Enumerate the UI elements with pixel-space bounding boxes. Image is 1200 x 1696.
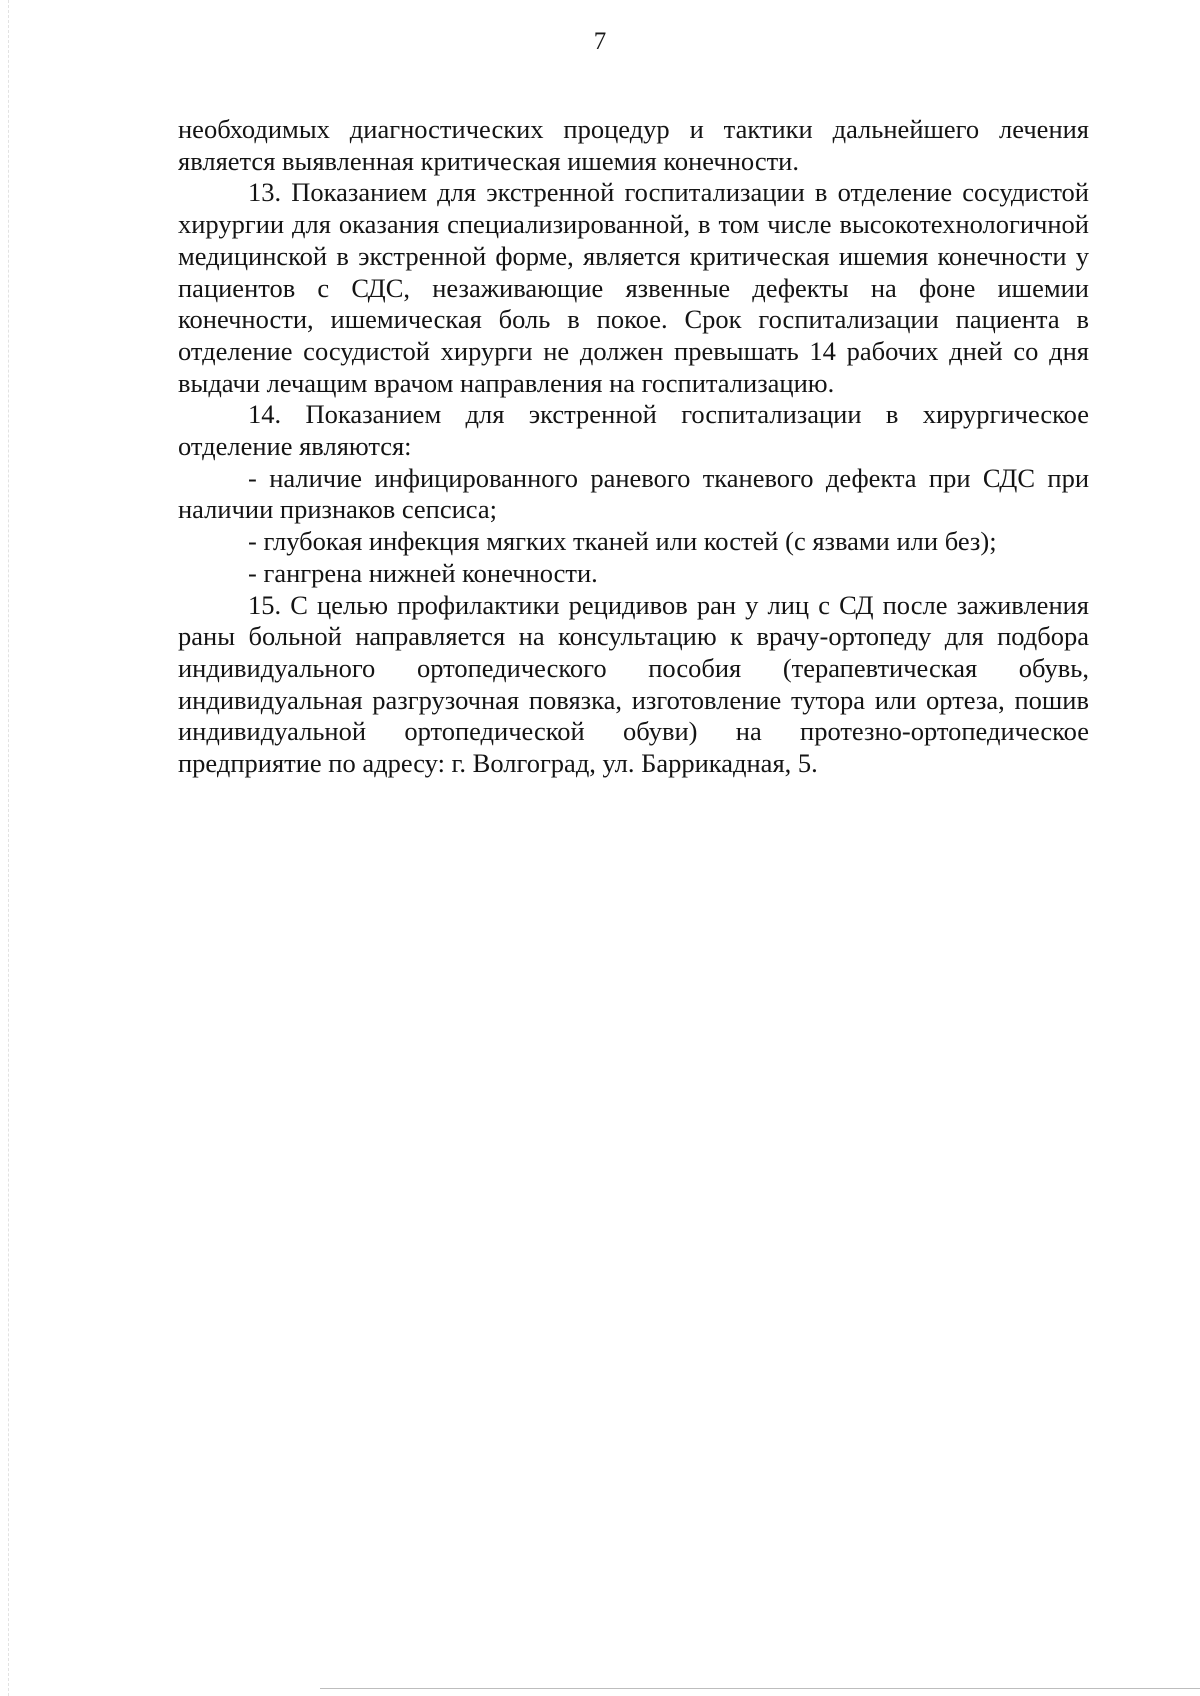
paragraph-13: 13. Показанием для экстренной госпитализации в отделение сосудистой хирургии для оказания специализированной, в том числе высокотехнологичной медицинской в экстренной форме, является критическая ишемия конечности у пациентов с СДС, незаживающие язвенные дефекты на фоне ишемии конечности, ишемическая боль в покое. Срок госпитализации пациента в отделение сосудистой хирурги не должен превышать 14 рабочих дней со дня выдачи лечащим врачом направления на госпитализацию.	[178, 177, 1089, 398]
paragraph-15: 15. С целью профилактики рецидивов ран у лиц с СД после заживления раны больной направляется на консультацию к врачу-ортопеду для подбора индивидуального ортопедического пособия (терапевтическая обувь, индивидуальная разгрузочная повязка, изготовление тутора или ортеза, пошив индивидуальной ортопедической обуви) на протезно-ортопедическое предприятие по адресу: г. Волгоград, ул. Баррикадная, 5.	[178, 589, 1089, 779]
document-body	[178, 114, 1089, 780]
paragraph-14: 14. Показанием для экстренной госпитализации в хирургическое отделение являются:	[178, 399, 1089, 462]
list-item-deep-infection: - глубокая инфекция мягких тканей или костей (с язвами или без);	[248, 526, 997, 557]
scan-edge-line	[8, 0, 9, 1696]
page-number: 7	[593, 28, 607, 55]
scan-bottom-edge	[320, 1688, 1200, 1689]
paragraph-continuation: необходимых диагностических процедур и тактики дальнейшего лечения является выявленная критическая ишемия конечности.	[178, 114, 1089, 176]
list-item-gangrene: - гангрена нижней конечности.	[248, 557, 598, 588]
list-item-sepsis: - наличие инфицированного раневого тканевого дефекта при СДС при наличии признаков сепсиса;	[178, 462, 1089, 525]
